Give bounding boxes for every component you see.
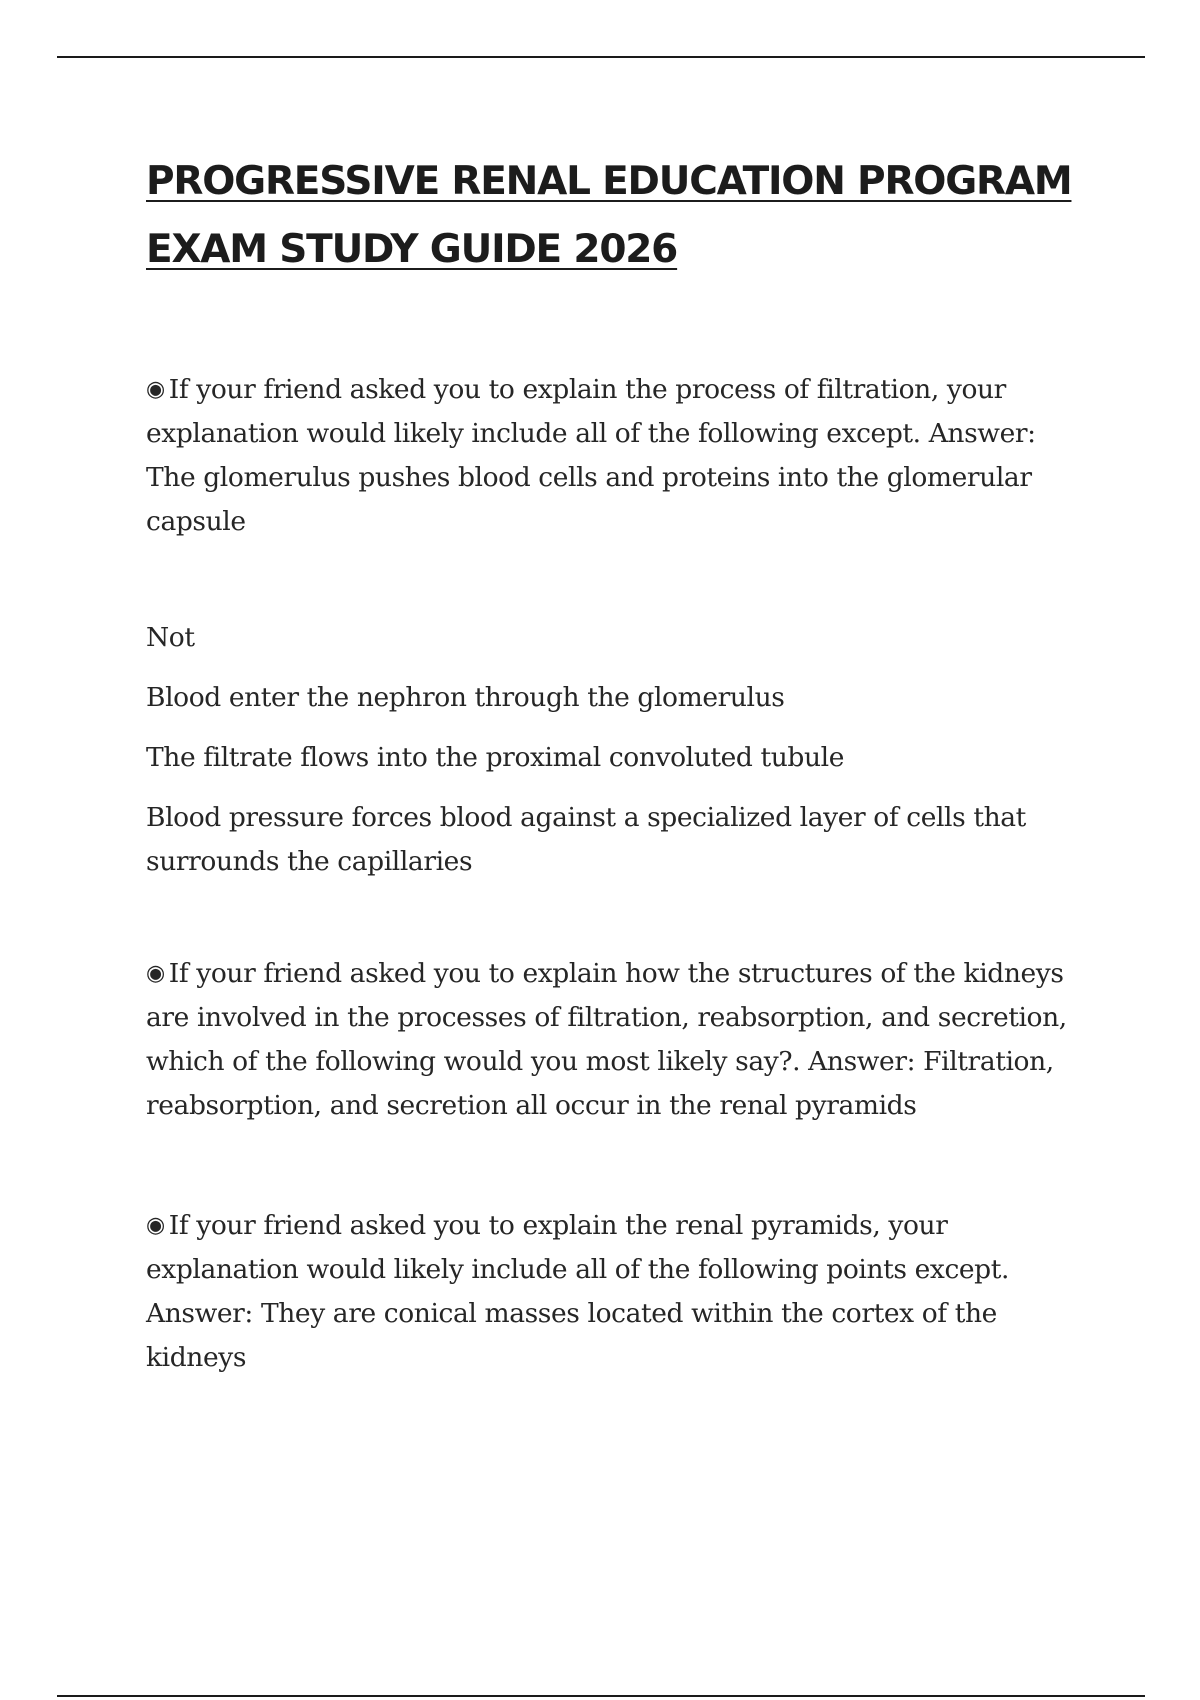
bottom-divider — [57, 1695, 1145, 1697]
option-item: Blood pressure forces blood against a specialized layer of cells that surrounds the capillaries — [146, 802, 1026, 877]
option-item: Not — [146, 622, 195, 653]
question-2-text: If your friend asked you to explain how the structures of the kidneys are involved in the processes of filtration, reabsorption, and secretion, which of the following would you most likely say?. Answer: Filtration, reabsorption, and secretion all occur in the renal pyramids — [146, 958, 1067, 1121]
question-3 — [146, 1204, 1086, 1380]
question-1 — [146, 368, 1086, 544]
answer-options — [146, 616, 1086, 884]
option-item: Blood enter the nephron through the glomerulus — [146, 682, 785, 713]
question-3-text: If your friend asked you to explain the renal pyramids, your explanation would likely include all of the following points except. Answer: They are conical masses located within the cortex of the kidneys — [146, 1210, 1010, 1373]
title-line-2: EXAM STUDY GUIDE 2026 — [146, 227, 678, 272]
question-2 — [146, 952, 1086, 1128]
document-page — [146, 148, 1086, 1380]
bullet-icon: ◉ — [146, 1213, 165, 1238]
bullet-icon: ◉ — [146, 377, 165, 402]
option-item: The filtrate flows into the proximal convoluted tubule — [146, 742, 845, 773]
title-line-1: PROGRESSIVE RENAL EDUCATION PROGRAM — [146, 159, 1072, 204]
document-title — [146, 148, 1086, 284]
bullet-icon: ◉ — [146, 961, 165, 986]
question-1-text: If your friend asked you to explain the process of filtration, your explanation would likely include all of the following except. Answer: The glomerulus pushes blood cells and proteins into the glomerular capsule — [146, 374, 1036, 537]
top-divider — [57, 56, 1145, 58]
